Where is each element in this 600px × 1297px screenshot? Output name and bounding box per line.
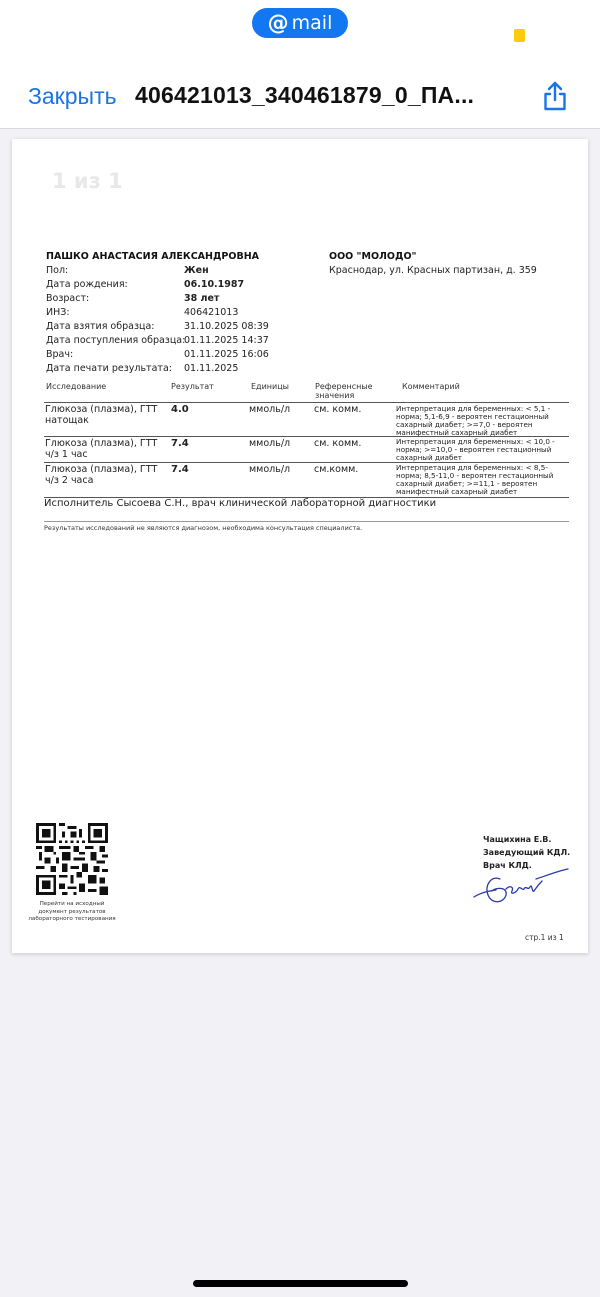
qr-caption: Перейти на исходный документ результатов лабораторного тестирования [28, 901, 116, 922]
field-label-age: Возраст: [46, 293, 90, 304]
organization-name: ООО "МОЛОДО" [329, 251, 417, 262]
at-icon: @ [267, 11, 289, 35]
field-label-print-date: Дата печати результата: [46, 363, 172, 374]
field-value-print-date: 01.11.2025 [184, 363, 239, 374]
field-value-sex: Жен [184, 265, 209, 276]
row1-reference: см. комм. [314, 404, 362, 415]
share-icon[interactable] [541, 80, 569, 112]
field-value-age: 38 лет [184, 293, 220, 304]
header-test: Исследование [46, 382, 107, 391]
field-value-sample-received: 01.11.2025 14:37 [184, 335, 269, 346]
row1-comment: Интерпретация для беременных: < 5,1 - норма; 5,1-6,9 - вероятен гестационный сахарный диабет; >=7,0 - вероятен манифестный сахарный диабет [396, 404, 551, 437]
row2-result: 7.4 [171, 438, 189, 449]
signer-name: Чащихина Е.В. [483, 835, 552, 844]
row1-result: 4.0 [171, 404, 189, 415]
signature-icon [470, 857, 570, 913]
field-label-sex: Пол: [46, 265, 69, 276]
field-value-sample-taken: 31.10.2025 08:39 [184, 321, 269, 332]
field-label-sample-received: Дата поступления образца: [46, 335, 186, 346]
divider [44, 521, 569, 522]
close-button[interactable]: Закрыть [28, 83, 117, 109]
document-title: 406421013_340461879_0_ПА... [135, 82, 475, 108]
patient-name: ПАШКО АНАСТАСИЯ АЛЕКСАНДРОВНА [46, 251, 260, 262]
organization-address: Краснодар, ул. Красных партизан, д. 359 [329, 265, 537, 276]
privacy-indicator-icon [514, 29, 525, 42]
mail-app-badge[interactable] [252, 8, 348, 38]
header-result: Результат [171, 382, 214, 391]
field-label-inz: ИНЗ: [46, 307, 70, 318]
row3-units: ммоль/л [249, 464, 291, 475]
header-comment: Комментарий [402, 382, 460, 391]
field-label-doctor: Врач: [46, 349, 74, 360]
row3-test: Глюкоза (плазма), ГТТ ч/з 2 часа [45, 464, 158, 486]
row2-reference: см. комм. [314, 438, 362, 449]
row1-test: Глюкоза (плазма), ГТТ натощак [45, 404, 158, 426]
pdf-page[interactable] [12, 139, 588, 953]
executor-line: Исполнитель Сысоева С.Н., врач клинической лабораторной диагностики [44, 498, 437, 509]
row3-comment: Интерпретация для беременных: < 8,5- норма; 8,5-11,0 - вероятен гестационный сахарный диабет; >=11,1 - вероятен манифестный сахарный диабет [396, 463, 554, 496]
row1-units: ммоль/л [249, 404, 291, 415]
row3-reference: см.комм. [314, 464, 359, 475]
row2-test: Глюкоза (плазма), ГТТ ч/з 1 час [45, 438, 158, 460]
qr-code-icon[interactable] [36, 823, 108, 895]
page-indicator: 1 из 1 [52, 169, 123, 193]
signer-role: Врач КЛД. [483, 861, 532, 870]
field-label-sample-taken: Дата взятия образца: [46, 321, 155, 332]
field-value-doctor: 01.11.2025 16:06 [184, 349, 269, 360]
row3-result: 7.4 [171, 464, 189, 475]
row2-units: ммоль/л [249, 438, 291, 449]
page-number: стр.1 из 1 [525, 933, 564, 942]
field-label-birthdate: Дата рождения: [46, 279, 128, 290]
field-value-birthdate: 06.10.1987 [184, 279, 245, 290]
top-navigation-bar [0, 0, 600, 129]
mail-badge-label: mail [291, 12, 333, 34]
home-indicator[interactable] [193, 1280, 408, 1287]
signer-position: Заведующий КДЛ. [483, 848, 571, 857]
header-units: Единицы [251, 382, 289, 391]
disclaimer: Результаты исследований не являются диагнозом, необходима консультация специалиста. [44, 524, 363, 532]
row2-comment: Интерпретация для беременных: < 10,0 - норма; >=10,0 - вероятен гестационный сахарный диабет [396, 437, 555, 462]
field-value-inz: 406421013 [184, 307, 239, 318]
table-divider [44, 402, 569, 403]
header-reference: Референсные значения [315, 382, 373, 400]
